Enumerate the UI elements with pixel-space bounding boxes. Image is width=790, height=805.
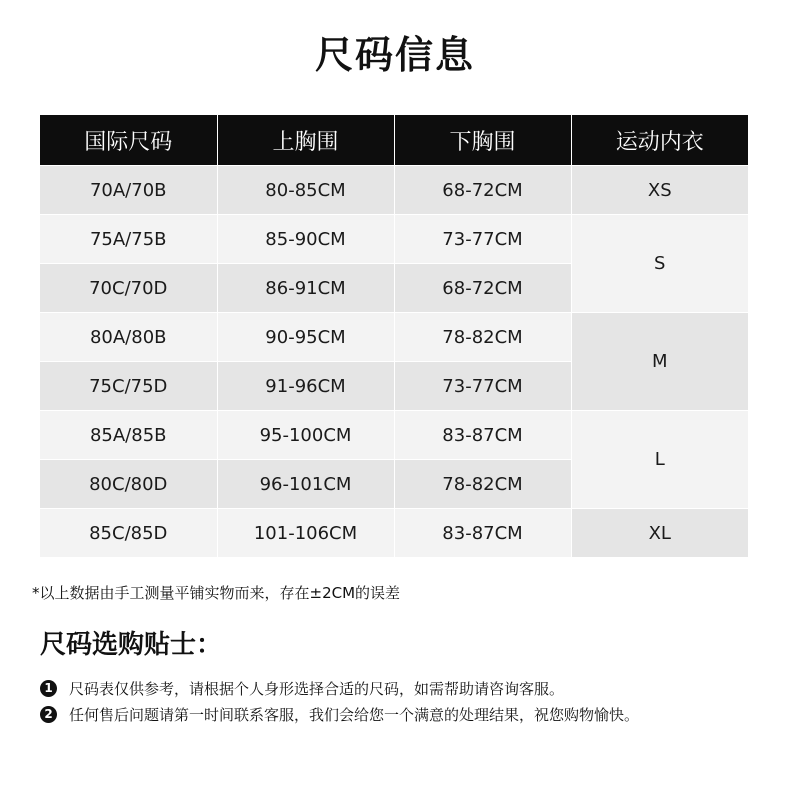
under-bust-cell: 68-72CM xyxy=(394,166,571,215)
under-bust-cell: 78-82CM xyxy=(394,313,571,362)
tip-item xyxy=(40,678,564,699)
intl-size-cell: 75A/75B xyxy=(40,215,217,264)
sport-size-cell: XL xyxy=(571,509,748,558)
table-row xyxy=(40,166,748,215)
under-bust-cell: 73-77CM xyxy=(394,215,571,264)
number-two-icon: 2 xyxy=(40,706,57,723)
table-row xyxy=(40,509,748,558)
upper-bust-cell: 95-100CM xyxy=(217,411,394,460)
tip-item xyxy=(40,704,639,725)
intl-size-cell: 85C/85D xyxy=(40,509,217,558)
page-title: 尺码信息 xyxy=(314,33,475,77)
intl-size-cell: 75C/75D xyxy=(40,362,217,411)
upper-bust-cell: 85-90CM xyxy=(217,215,394,264)
table-row xyxy=(40,411,748,460)
intl-size-cell: 70A/70B xyxy=(40,166,217,215)
under-bust-cell: 83-87CM xyxy=(394,411,571,460)
under-bust-cell: 83-87CM xyxy=(394,509,571,558)
number-one-icon: 1 xyxy=(40,680,57,697)
upper-bust-cell: 80-85CM xyxy=(217,166,394,215)
sport-size-cell: S xyxy=(571,215,748,313)
header-under-bust: 下胸围 xyxy=(394,115,571,166)
tip-text: 尺码表仅供参考，请根据个人身形选择合适的尺码，如需帮助请咨询客服。 xyxy=(69,680,565,698)
header-upper-bust: 上胸围 xyxy=(217,115,394,166)
measurement-note: *以上数据由手工测量平铺实物而来，存在±2CM的误差 xyxy=(32,584,401,602)
upper-bust-cell: 90-95CM xyxy=(217,313,394,362)
sport-size-cell: XS xyxy=(571,166,748,215)
header-sport-bra: 运动内衣 xyxy=(571,115,748,166)
intl-size-cell: 80C/80D xyxy=(40,460,217,509)
table-row xyxy=(40,313,748,362)
sport-size-cell: L xyxy=(571,411,748,509)
upper-bust-cell: 96-101CM xyxy=(217,460,394,509)
under-bust-cell: 68-72CM xyxy=(394,264,571,313)
intl-size-cell: 80A/80B xyxy=(40,313,217,362)
upper-bust-cell: 101-106CM xyxy=(217,509,394,558)
tip-text: 任何售后问题请第一时间联系客服，我们会给您一个满意的处理结果，祝您购物愉快。 xyxy=(69,706,640,724)
upper-bust-cell: 91-96CM xyxy=(217,362,394,411)
under-bust-cell: 73-77CM xyxy=(394,362,571,411)
upper-bust-cell: 86-91CM xyxy=(217,264,394,313)
table-header-row xyxy=(40,115,748,166)
table-row xyxy=(40,215,748,264)
intl-size-cell: 70C/70D xyxy=(40,264,217,313)
header-intl-size: 国际尺码 xyxy=(40,115,217,166)
under-bust-cell: 78-82CM xyxy=(394,460,571,509)
intl-size-cell: 85A/85B xyxy=(40,411,217,460)
sport-size-cell: M xyxy=(571,313,748,411)
size-table xyxy=(40,115,748,557)
tips-title: 尺码选购贴士： xyxy=(40,630,223,660)
